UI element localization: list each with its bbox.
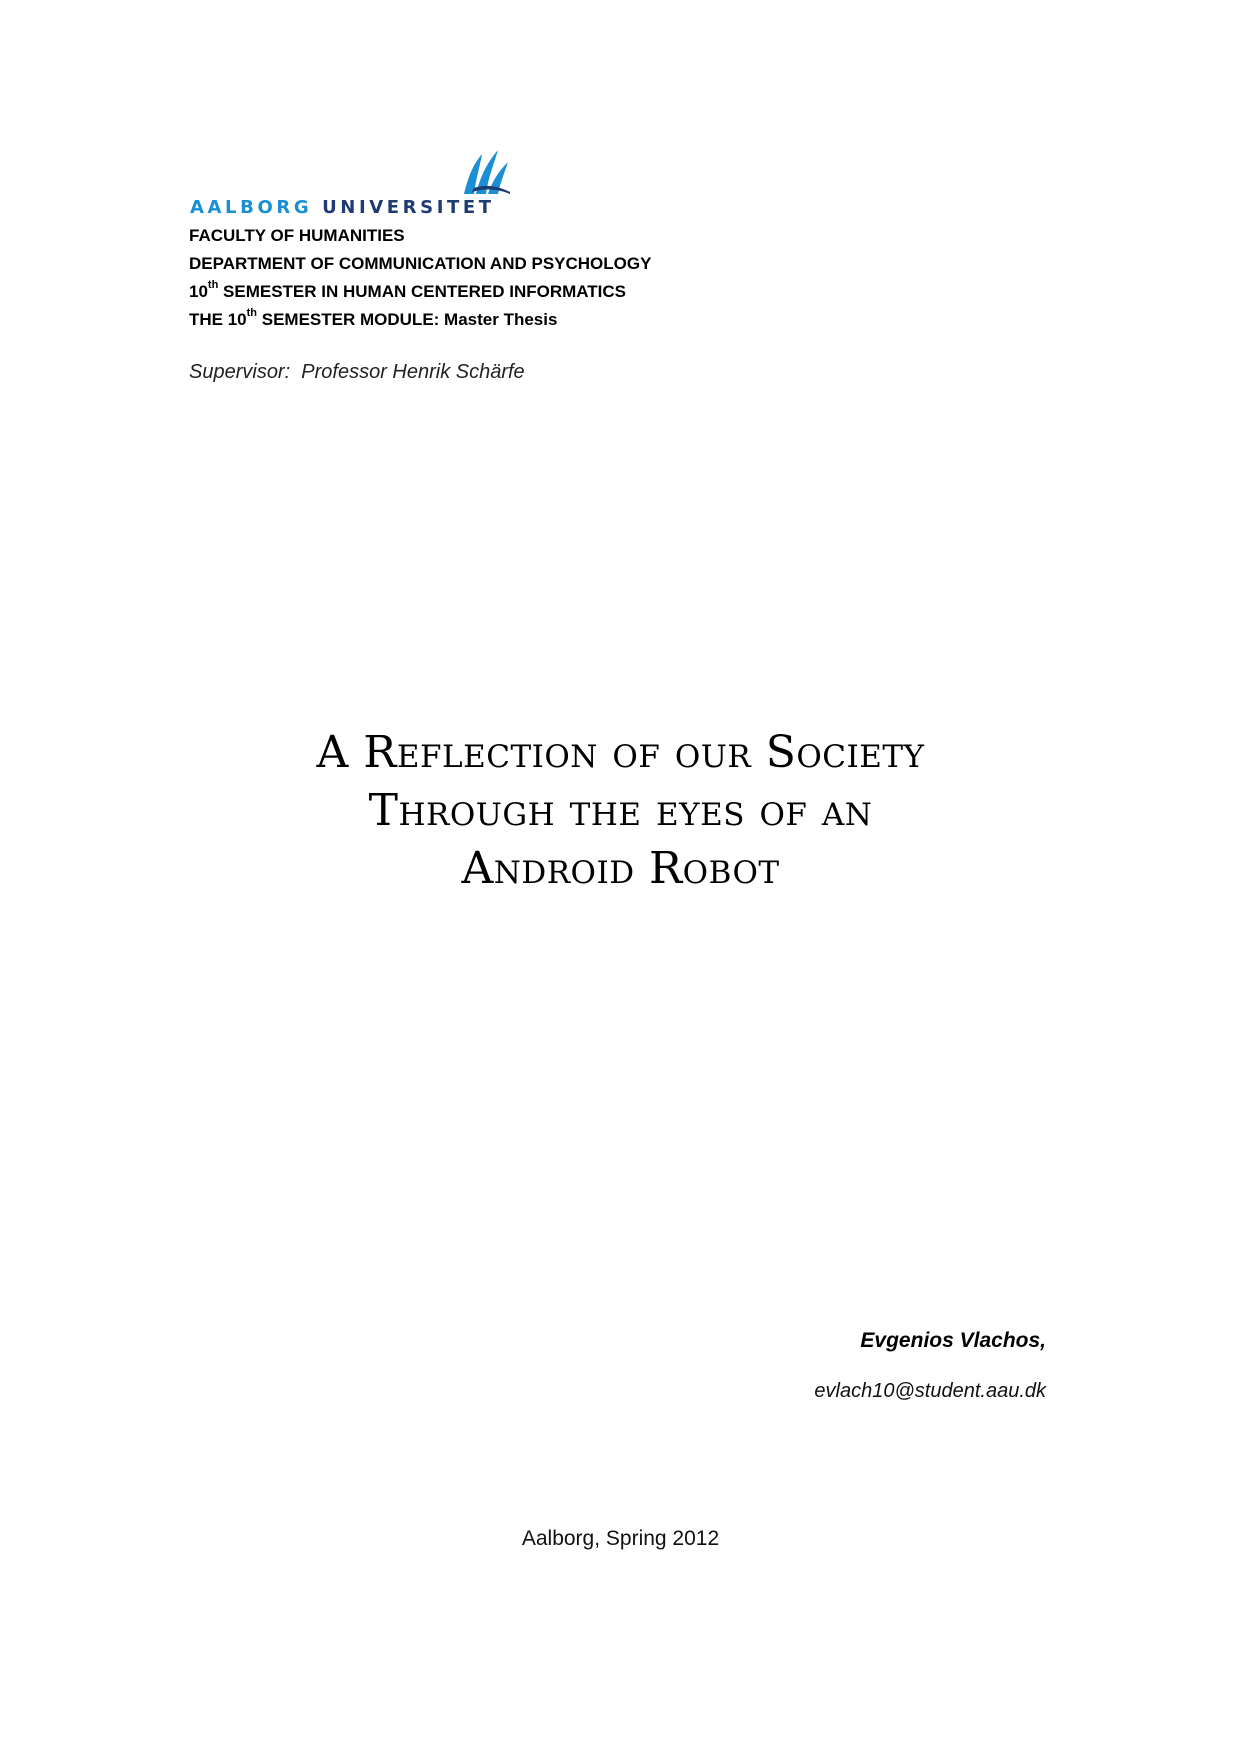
module-name: SEMESTER MODULE: Master Thesis xyxy=(257,310,558,329)
university-wordmark xyxy=(190,198,495,218)
wordmark-aalborg: AALBORG xyxy=(190,197,313,218)
aalborg-university-logo-icon xyxy=(460,148,512,196)
semester-program: SEMESTER IN HUMAN CENTERED INFORMATICS xyxy=(218,282,627,301)
semester-number: 10 xyxy=(189,282,208,301)
title-line-3: Android Robot xyxy=(461,843,780,894)
title-line-2: Through the eyes of an xyxy=(368,785,873,836)
module-line xyxy=(189,307,558,330)
semester-line xyxy=(189,279,627,302)
semester-ordinal: th xyxy=(207,279,219,292)
title-line-1: A Reflection of our Society xyxy=(316,727,925,778)
module-prefix: THE 10 xyxy=(189,310,247,329)
wordmark-universitet: UNIVERSITET xyxy=(322,197,495,218)
thesis-title xyxy=(0,724,1241,898)
supervisor-line: Supervisor: Professor Henrik Schärfe xyxy=(189,361,525,383)
department-line: DEPARTMENT OF COMMUNICATION AND PSYCHOLOGY xyxy=(189,254,652,273)
author-name: Evgenios Vlachos, xyxy=(860,1329,1046,1352)
author-email: evlach10@student.aau.dk xyxy=(814,1380,1046,1402)
module-ordinal: th xyxy=(246,307,258,320)
place-and-date: Aalborg, Spring 2012 xyxy=(521,1527,720,1550)
faculty-line: FACULTY OF HUMANITIES xyxy=(189,226,405,245)
